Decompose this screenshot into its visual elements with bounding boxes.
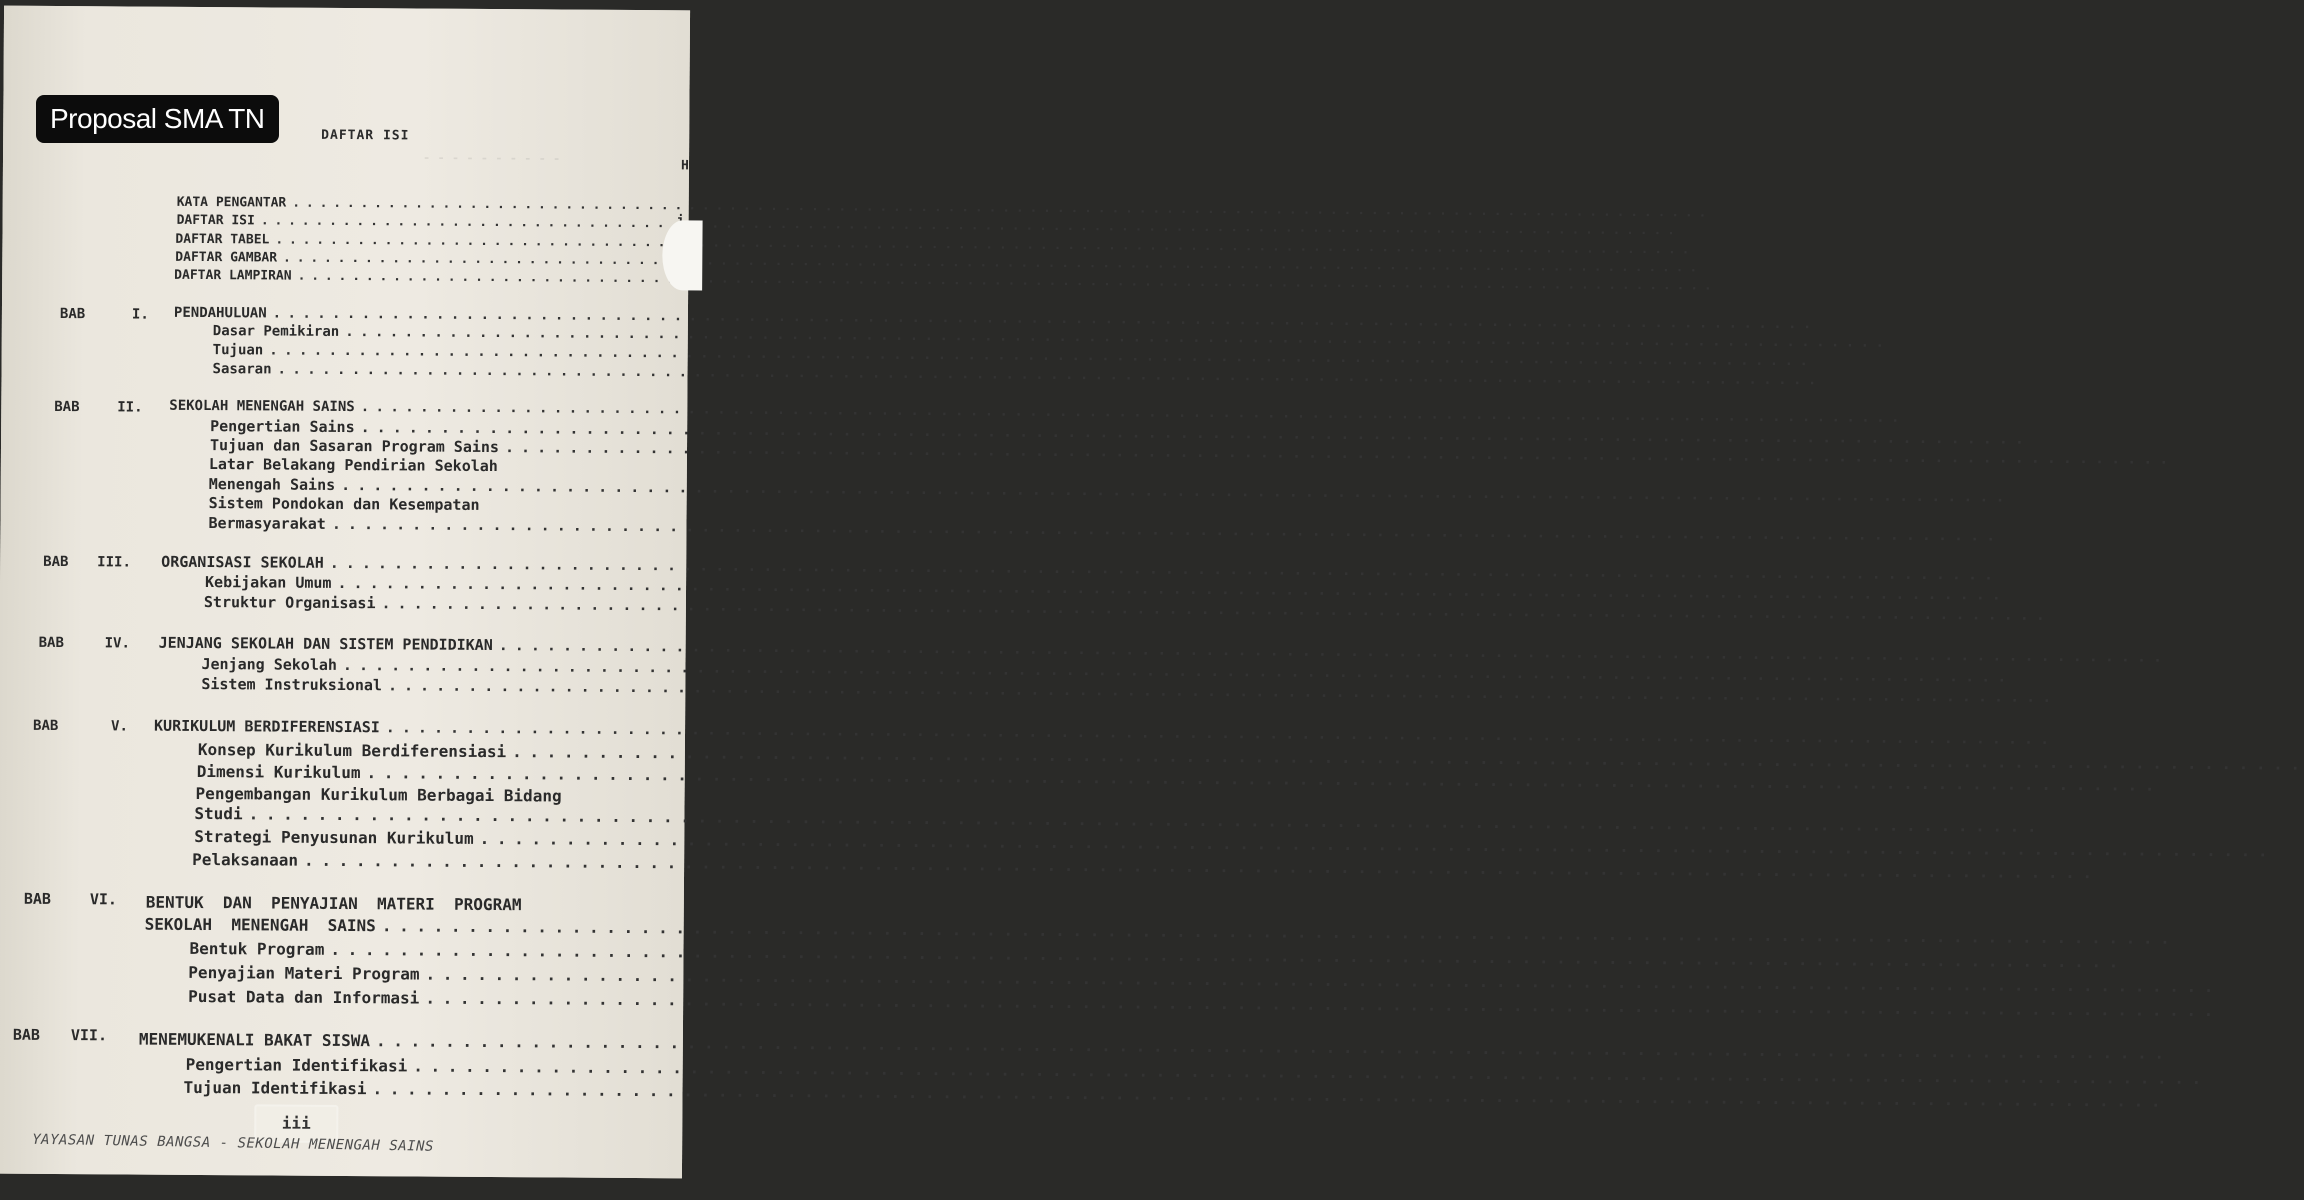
toc-entry-kata-pengantar: KATA PENGANTAR . . . xyxy=(177,195,709,214)
chapter-title: MENEMUKENALI BAKAT SISWA . . . xyxy=(139,1030,703,1053)
chapter-title: JENJANG SEKOLAH DAN SISTEM PENDIDIKAN . . . xyxy=(159,634,706,656)
toc-subentry: Konsep Kurikulum Berdiferensiasi . . . xyxy=(198,740,705,763)
toc-subentry: Jenjang Sekolah . . . xyxy=(201,655,705,677)
chapter-number: I. xyxy=(131,306,149,323)
chapter-label: BAB xyxy=(12,1025,41,1044)
toc-entry-daftar-gambar: DAFTAR GAMBAR . . . xyxy=(175,250,708,269)
toc-subentry: Bentuk Program . . . xyxy=(189,939,703,962)
chapter-number: III. xyxy=(97,554,131,571)
toc-entry-daftar-tabel: DAFTAR TABEL . . . xyxy=(175,232,708,251)
chapter-label: BAB xyxy=(38,634,64,652)
toc-subentry: Sasaran . . . xyxy=(212,361,707,380)
toc-subentry: Tujuan Identifikasi . . . xyxy=(183,1078,702,1101)
chapter-title: BENTUK DAN PENYAJIAN MATERI PROGRAM xyxy=(145,892,522,915)
toc-subentry: Sistem Pondokan dan Kesempatan xyxy=(208,494,480,514)
toc-subentry: Struktur Organisasi . . . xyxy=(204,593,706,615)
toc-entry-daftar-isi: DAFTAR ISI . . . xyxy=(177,213,677,231)
toc-subentry: Dimensi Kurikulum . . . xyxy=(197,762,705,785)
toc-subentry: Latar Belakang Pendirian Sekolah xyxy=(208,455,498,476)
toc-subentry: Tujuan dan Sasaran Program Sains . . . xyxy=(210,436,707,457)
chapter-number: IV. xyxy=(104,635,130,652)
story-text-label[interactable]: Proposal SMA TN xyxy=(36,95,279,143)
toc-subentry: Dasar Pemikiran . . . xyxy=(213,323,708,342)
chapter-title: KURIKULUM BERDIFERENSIASI . . . xyxy=(154,717,705,739)
page-column-header: H xyxy=(680,158,689,174)
chapter-number: V. xyxy=(111,718,128,735)
torn-paper-edge xyxy=(662,220,702,290)
chapter-title: SEKOLAH MENENGAH SAINS . . . xyxy=(169,398,707,418)
toc-subentry: Penyajian Materi Program . . . xyxy=(188,963,703,986)
page-footer: YAYASAN TUNAS BANGSA - SEKOLAH MENENGAH SAINS xyxy=(32,1131,435,1155)
toc-subentry: Strategi Penyusunan Kurikulum . . . xyxy=(194,827,704,850)
chapter-title: ORGANISASI SEKOLAH . . . xyxy=(161,553,706,575)
toc-subentry: Sistem Instruksional . . . xyxy=(201,675,705,697)
chapter-title-continued: SEKOLAH MENENGAH SAINS . . . xyxy=(145,915,704,938)
chapter-number: II. xyxy=(117,399,143,416)
page-title: DAFTAR ISI xyxy=(321,127,410,144)
toc-subentry: Menengah Sains . . . xyxy=(209,475,707,496)
chapter-label: BAB xyxy=(33,717,59,735)
document-page xyxy=(0,6,690,1179)
chapter-label: BAB xyxy=(23,889,52,908)
chapter-number: VII. xyxy=(70,1026,108,1045)
chapter-title: PENDAHULUAN . . . xyxy=(174,305,708,325)
chapter-label: BAB xyxy=(43,553,69,571)
toc-subentry: Pusat Data dan Informasi . . . xyxy=(188,987,703,1010)
toc-subentry: Studi . . . xyxy=(194,804,704,827)
chapter-label: BAB xyxy=(54,398,80,416)
toc-entry-daftar-lampiran: DAFTAR LAMPIRAN . . . xyxy=(174,268,708,287)
toc-subentry: Bermasyarakat . . . xyxy=(208,514,706,535)
toc-subentry: Pengertian Identifikasi . . . xyxy=(186,1055,703,1078)
toc-subentry: Pengembangan Kurikulum Berbagai Bidang xyxy=(195,783,562,806)
chapter-number: VI. xyxy=(89,890,118,909)
toc-subentry: Kebijakan Umum . . . xyxy=(205,573,706,594)
page-number: iii xyxy=(254,1104,338,1143)
chapter-label: BAB xyxy=(59,306,86,323)
toc-subentry: Pelaksanaan . . . xyxy=(192,850,704,873)
bleed-through-text: - - - - - - - - - - xyxy=(422,150,561,166)
toc-subentry: Pengertian Sains . . . xyxy=(210,417,707,438)
toc-subentry: Tujuan . . . xyxy=(213,342,708,361)
